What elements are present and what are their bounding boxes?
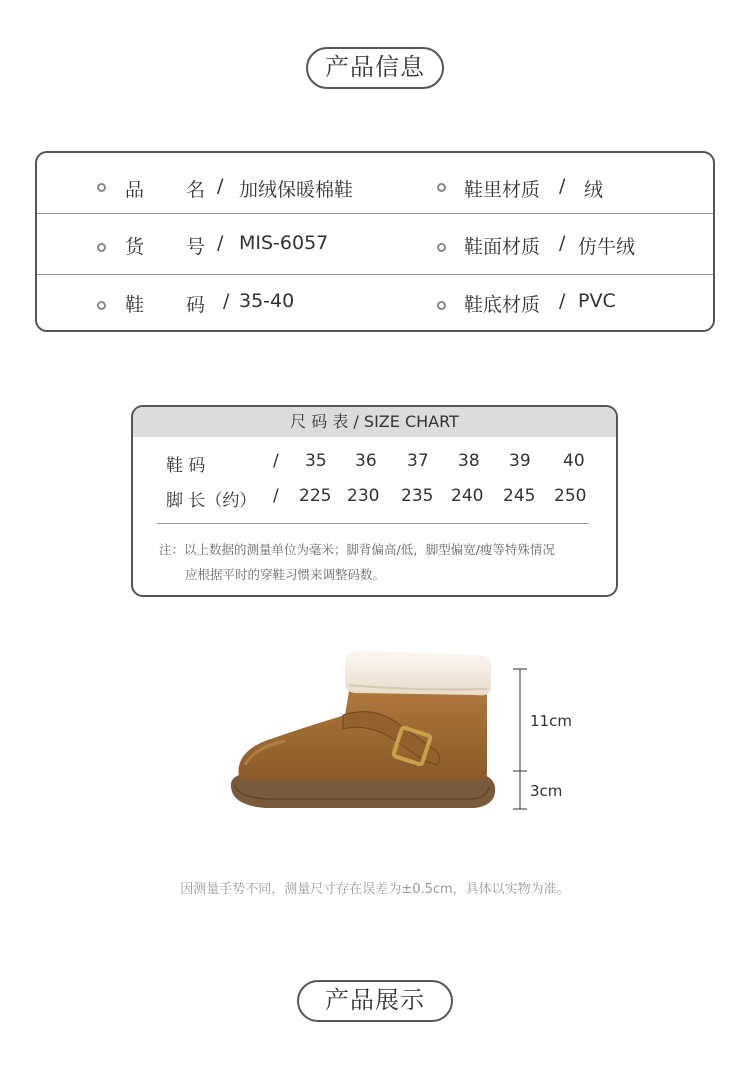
bullet-icon — [437, 183, 446, 192]
size-note-line1: 注：以上数据的测量单位为毫米；脚背偏高/低，脚型偏宽/瘦等特殊情况 — [159, 542, 555, 557]
length-cell: 235 — [401, 486, 434, 506]
sole-height-label: 3cm — [530, 782, 563, 800]
info-row: 货 号 / MIS-6057 鞋面材质 / 仿牛绒 — [37, 214, 713, 275]
info-label-size: 鞋 码 — [125, 294, 205, 316]
size-cell: 36 — [355, 451, 377, 471]
info-label-lining: 鞋里材质 — [464, 179, 541, 201]
length-cell: 250 — [554, 486, 587, 506]
info-value-upper: 仿牛绒 — [578, 236, 636, 258]
length-cell: 245 — [503, 486, 536, 506]
length-cell: 225 — [299, 486, 332, 506]
bullet-icon — [97, 183, 106, 192]
info-value-sole: PVC — [578, 290, 616, 312]
divider — [157, 523, 589, 524]
length-cell: 240 — [451, 486, 484, 506]
size-cell: 39 — [509, 451, 531, 471]
info-value-name: 加绒保暖棉鞋 — [239, 179, 354, 201]
info-value-sku: MIS-6057 — [239, 232, 329, 254]
length-cell: 230 — [347, 486, 380, 506]
size-row: 鞋 码 / 35 36 37 38 39 40 — [166, 451, 585, 476]
measurement-scale — [510, 667, 590, 812]
size-chart — [131, 405, 618, 597]
size-cell: 37 — [407, 451, 429, 471]
size-cell: 35 — [305, 451, 327, 471]
length-row: 脚 长（约） / 225 230 235 240 245 250 — [166, 486, 587, 511]
info-value-size: 35-40 — [239, 290, 295, 312]
upper-height-label: 11cm — [530, 712, 572, 730]
product-info-table — [35, 151, 715, 332]
info-row: 鞋 码 / 35-40 鞋底材质 / PVC — [37, 275, 713, 332]
size-chart-title: 尺 码 表 / SIZE CHART — [133, 407, 616, 437]
bullet-icon — [437, 243, 446, 252]
info-label-sole: 鞋底材质 — [464, 294, 541, 316]
shoe-image — [225, 645, 505, 815]
info-value-lining: 绒 — [584, 179, 604, 201]
info-label-upper: 鞋面材质 — [464, 236, 541, 258]
info-label-name: 品 名 — [125, 179, 205, 201]
product-display-title: 产品展示 — [297, 980, 453, 1022]
info-row: 品 名 / 加绒保暖棉鞋 鞋里材质 / 绒 — [37, 153, 713, 214]
bullet-icon — [437, 301, 446, 310]
product-info-title: 产品信息 — [306, 47, 444, 89]
size-cell: 40 — [563, 451, 585, 471]
measurement-caption: 因测量手势不同，测量尺寸存在误差为±0.5cm，具体以实物为准。 — [180, 882, 570, 897]
info-label-sku: 货 号 — [125, 236, 205, 258]
length-row-label: 脚 长（约） — [166, 491, 257, 511]
bullet-icon — [97, 301, 106, 310]
size-row-label: 鞋 码 — [166, 456, 206, 476]
size-cell: 38 — [458, 451, 480, 471]
bullet-icon — [97, 243, 106, 252]
size-note-line2: 应根据平时的穿鞋习惯来调整码数。 — [185, 567, 386, 582]
